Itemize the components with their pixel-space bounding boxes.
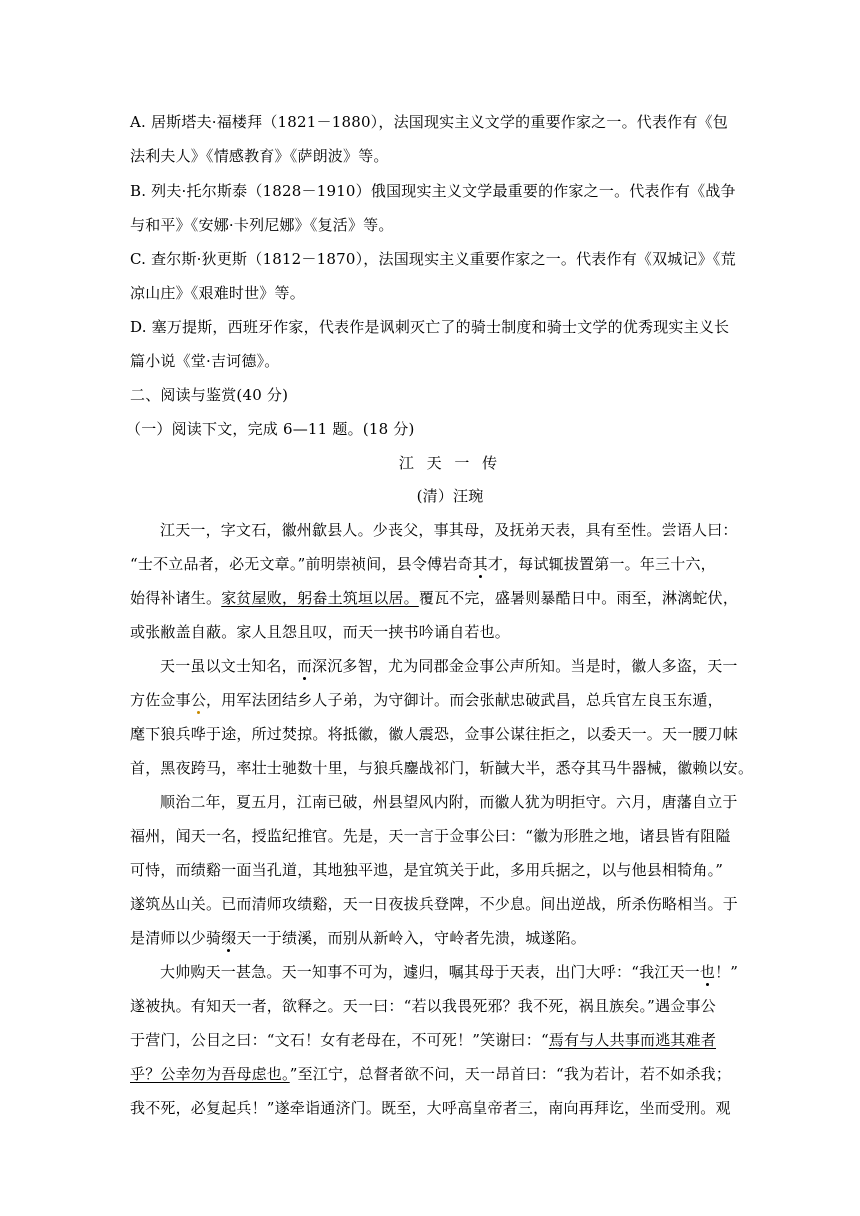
underlined-sentence: 乎？公幸勿为吾母虑也。 [130, 1065, 290, 1083]
text-segment: ”至江宁，总督者欲不问，天一昂首曰：“我为若计，若不如杀我； [289, 1065, 732, 1083]
paragraph-2-line-1 [160, 656, 770, 676]
paragraph-2-line-4: 首，黑夜跨马，率壮士驰数十里，与狼兵鏖战祁门，斩馘大半，悉夺其马牛器械，徽赖以安。 [130, 759, 754, 777]
paragraph-4-line-4 [130, 1064, 770, 1084]
emphasis-word: 缀 [221, 929, 237, 947]
section-heading: 二、阅读与鉴赏(40 分) [130, 386, 289, 404]
option-c-line-1: C. 查尔斯·狄更斯（1812－1870），法国现实主义重要作家之一。代表作有《双城记》《荒 [130, 250, 736, 268]
option-b-line-1: B. 列夫·托尔斯泰（1828－1910）俄国现实主义文学最重要的作家之一。代表作有《战争 [130, 182, 736, 200]
underlined-sentence: 焉有与人共事而逃其难者 [548, 1031, 717, 1049]
text-segment: “士不立品者，必无文章。”前明崇祯间，县令傅岩奇 [130, 555, 473, 573]
paragraph-1-line-3 [130, 588, 770, 608]
paragraph-3-line-5 [130, 928, 770, 948]
text-segment: 天一虽以文士知名， [160, 657, 297, 675]
option-b-line-2: 与和平》《安娜·卡列尼娜》《复活》等。 [130, 216, 394, 234]
option-a-line-2: 法利夫人》《情感教育》《萨朗波》等。 [130, 147, 389, 165]
text-segment: ！” [715, 963, 739, 981]
option-c-line-2: 凉山庄》《艰难时世》等。 [130, 284, 305, 302]
option-d-line-1: D. 塞万提斯，西班牙作家，代表作是讽刺灭亡了的骑士制度和骑士文学的优秀现实主义长 [130, 318, 730, 336]
paragraph-3-line-1: 顺治二年，夏五月，江南已破，州县望风内附，而徽人犹为明拒守。六月，唐藩自立于 [160, 793, 738, 811]
paragraph-4-line-5: 我不死，必复起兵！”遂牵诣通济门。既至，大呼高皇帝者三，南向再拜讫，坐而受刑。观 [130, 1099, 731, 1117]
section-sub-heading: （一）阅读下文，完成 6—11 题。(18 分) [126, 420, 415, 438]
paragraph-4-line-3 [130, 1030, 770, 1050]
emphasis-word: 而 [296, 657, 313, 675]
option-d-line-2: 篇小说《堂·吉诃德》。 [130, 352, 280, 370]
text-segment: 天一于绩溪，而别从新岭入，守岭者先溃，城遂陷。 [236, 929, 587, 947]
paragraph-3-line-2: 福州，闻天一名，授监纪推官。先是，天一言于佥事公曰：“徽为形胜之地，诸县皆有阻隘 [130, 827, 731, 845]
paragraph-3-line-3: 可恃，而绩谿一面当孔道，其地独平迆，是宜筑关于此，多用兵据之，以与他县相犄角。” [130, 861, 724, 879]
paragraph-1-line-4: 或张敝盖自蔽。家人且怨且叹，而天一挟书吟诵自若也。 [130, 623, 511, 641]
text-segment: 是清师以少骑 [130, 929, 222, 947]
paragraph-2-line-3: 麾下狼兵哗于途，所过焚掠。将抵徽，徽人震恐，佥事公谋往拒之，以委天一。天一腰刀帓 [130, 725, 739, 743]
passage-author: (清）汪琬 [416, 487, 484, 505]
paragraph-1-line-2 [130, 554, 770, 574]
text-segment: 才，每试辄拔置第一。年三十六， [487, 555, 716, 573]
text-segment: 始得补诸生。 [130, 589, 222, 607]
paragraph-1-line-1: 江天一，字文石，徽州歙县人。少丧父，事其母，及抚弟天表，具有至性。尝语人曰： [160, 521, 738, 539]
emphasis-word: 也 [699, 963, 716, 981]
text-segment: 大帅购天一甚急。天一知事不可为，遽归，嘱其母于天表，出门大呼：“我江天一 [160, 963, 700, 981]
text-segment: 方佐佥事 [130, 691, 191, 709]
emphasis-word: 其 [472, 555, 488, 573]
paragraph-4-line-2: 遂被执。有知天一者，欲释之。天一曰：“若以我畏死邪？我不死，祸且族矣。”遇佥事公 [130, 997, 716, 1015]
text-segment: 深沉多智，尤为同郡金佥事公声所知。当是时，徽人多盗，天一 [312, 657, 738, 675]
emphasis-word: 公 [190, 691, 207, 709]
underlined-sentence: 家贫屋败，躬畚土筑垣以居。 [221, 589, 419, 607]
text-segment: 覆瓦不完，盛暑则暴酷日中。雨至，淋漓蛇伏， [418, 589, 739, 607]
paragraph-3-line-4: 遂筑丛山关。已而清师攻绩谿，天一日夜拔兵登陴，不少息。间出逆战，所杀伤略相当。于 [130, 895, 739, 913]
passage-title: 江 天 一 传 [398, 454, 502, 472]
text-segment: 于营门，公目之曰：“文石！女有老母在，不可死！”笑谢曰：“ [130, 1031, 549, 1049]
paragraph-4-line-1 [160, 962, 770, 982]
option-a-line-1: A. 居斯塔夫·福楼拜（1821－1880），法国现实主义文学的重要作家之一。代表作有《包 [130, 113, 728, 131]
text-segment: ，用军法团结乡人子弟，为守御计。而会张献忠破武昌，总兵官左良玉东遁， [206, 691, 723, 709]
paragraph-2-line-2 [130, 690, 770, 710]
